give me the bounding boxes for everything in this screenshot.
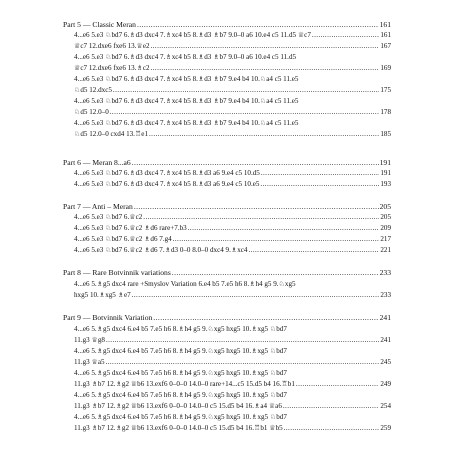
toc-entry-text: 4...e6 5.♗g5 dxc4 6.e4 b5 7.e5 h6 8.♗h4 g5 9.♘xg5 hxg5 10.♗xg5 ♘bd7 <box>74 347 287 355</box>
dot-leader <box>261 168 380 179</box>
toc-row <box>74 85 391 96</box>
toc-entry-text: 4...e6 5.♗g5 dxc4 6.e4 b5 7.e5 h6 8.♗h4 g5 9.♘xg5 hxg5 10.♗xg5 ♘bd7 <box>74 325 287 333</box>
toc-row <box>63 19 391 30</box>
toc-row <box>74 30 391 41</box>
toc-row <box>63 157 391 168</box>
toc-row <box>74 118 391 129</box>
dot-leader <box>284 423 380 434</box>
toc-row <box>63 201 391 212</box>
dot-leader <box>137 19 379 30</box>
toc-entry-text: 11.g3 ♗b7 12.♗g2 ♕b6 13.exf6 0–0–0 14.0–0 rare+14...c5 15.d5 b4 16.♖b1 <box>74 380 295 388</box>
toc-entry-text: 4...e6 5.e3 ♘bd7 6.♗d3 dxc4 7.♗xc4 b5 8.♗d3 ♗b7 9.e4 b4 10.♘a4 c5 11.e5 <box>74 119 299 127</box>
toc-row <box>74 74 391 85</box>
toc-entry-text: 4...e6 5.e3 ♘bd7 6.♗d3 dxc4 7.♗xc4 b5 8.♗d3 ♗b7 9.e4 b4 10.♘a4 c5 11.e5 <box>74 97 299 105</box>
toc-page-number: 193 <box>380 180 391 188</box>
toc-entry-text: Part 5 — Classic Meran <box>63 20 136 29</box>
toc-entry <box>74 412 391 423</box>
toc-entry <box>74 129 391 140</box>
toc-entry <box>74 357 391 368</box>
dot-leader <box>248 245 379 256</box>
toc-row <box>74 412 391 423</box>
toc-page-number: 233 <box>380 291 391 299</box>
toc-page-number: 241 <box>380 336 391 344</box>
toc-entry <box>74 290 391 301</box>
toc-entry <box>74 96 391 107</box>
dot-leader <box>113 85 379 96</box>
toc-page-number: 191 <box>380 169 391 177</box>
toc-page-number: 241 <box>379 313 391 322</box>
toc-part-heading <box>63 19 391 30</box>
toc-page-number: 221 <box>380 246 391 254</box>
dot-leader <box>153 312 378 323</box>
toc-entry-text: 4...e6 5.e3 ♘bd7 6.♕c2 <box>74 213 143 221</box>
toc-page-number: 161 <box>379 20 391 29</box>
toc-row <box>74 335 391 346</box>
toc-row <box>74 357 391 368</box>
toc-entry-text: 4...e6 5.♗g5 dxc4 6.e4 b5 7.e5 h6 8.♗h4 g5 9.♘xg5 hxg5 10.♗xg5 ♘bd7 <box>74 413 287 421</box>
toc-row <box>74 223 391 234</box>
toc-page-number: 209 <box>380 224 391 232</box>
toc-entry <box>74 390 391 401</box>
toc-page-number: 245 <box>380 358 391 366</box>
toc-page-number: 169 <box>380 64 391 72</box>
toc-entry-text: ♘d5 12.0–0 <box>74 108 109 116</box>
toc-page-number: 185 <box>380 130 391 138</box>
toc-page-number: 259 <box>380 424 391 432</box>
toc-entry <box>74 423 391 434</box>
toc-entry <box>74 63 391 74</box>
toc-entry-text: 4...e6 5.e3 ♘bd7 6.♗d3 dxc4 7.♗xc4 b5 8.♗d3 ♗b7 9.0–0 a6 10.e4 c5 11.d5 <box>74 53 297 61</box>
toc-entry-text: 4...e6 5.e3 ♘bd7 6.♗d3 dxc4 7.♗xc4 b5 8.♗d3 ♗b7 9.0–0 a6 10.e4 c5 11.d5 ♕c7 <box>74 31 311 39</box>
toc-entry <box>74 379 391 390</box>
dot-leader <box>312 30 379 41</box>
toc-entry-text: 11.g3 ♗b7 12.♗g2 ♕b6 13.exf6 0–0–0 14.0–0 c5 15.d5 b4 16.♗a4 ♕a6 <box>74 402 282 410</box>
toc-entry <box>74 234 391 245</box>
toc-entry <box>74 179 391 190</box>
toc-entry-text: ♕c7 12.dxe6 fxe6 13.♕e2 <box>74 42 150 50</box>
toc-page-number: 161 <box>380 31 391 39</box>
toc-entry-text: 4...e6 5.e3 ♘bd7 6.♕c2 ♗d6 rare+7.b3 <box>74 224 187 232</box>
dot-leader <box>283 401 379 412</box>
toc-entry <box>74 107 391 118</box>
toc-entry-text: 11.g3 ♕g8 <box>74 336 105 344</box>
toc-entry <box>74 118 391 129</box>
toc-row <box>63 312 391 323</box>
toc-entry <box>74 346 391 357</box>
toc-row <box>74 346 391 357</box>
toc-page-number: 249 <box>380 380 391 388</box>
dot-leader <box>188 223 380 234</box>
toc-row <box>74 96 391 107</box>
toc-entry-text: 11.g3 ♗b7 12.♗g2 ♕b6 13.exf6 0–0–0 14.0–0 c5 15.d5 b4 16.♖b1 ♕b5 <box>74 424 283 432</box>
toc-row <box>74 401 391 412</box>
toc-row <box>74 279 391 290</box>
toc-entry <box>74 52 391 63</box>
dot-leader <box>106 335 379 346</box>
toc-entry <box>74 368 391 379</box>
toc-page-number: 205 <box>380 213 391 221</box>
toc-page-number: 233 <box>379 268 391 277</box>
toc-entry-text: 4...e6 5.e3 ♘bd7 6.♗d3 dxc4 7.♗xc4 b5 8.♗d3 a6 9.e4 c5 10.d5 <box>74 169 260 177</box>
toc-entry <box>74 30 391 41</box>
toc-page-number: 175 <box>380 86 391 94</box>
toc-page-number: 254 <box>380 402 391 410</box>
toc-entry-text: ♕c7 12.dxe6 fxe6 13.♗c2 <box>74 64 150 72</box>
toc-page-number: 191 <box>379 158 391 167</box>
toc-part-heading <box>63 157 391 168</box>
dot-leader <box>151 63 380 74</box>
toc-entry <box>74 223 391 234</box>
toc-entry-text: 4...e6 5.e3 ♘bd7 6.♗d3 dxc4 7.♗xc4 b5 8.♗d3 a6 9.e4 c5 10.e5 <box>74 180 260 188</box>
toc-page-number: 167 <box>380 42 391 50</box>
toc-entry <box>74 74 391 85</box>
dot-leader <box>260 179 379 190</box>
dot-leader <box>151 41 380 52</box>
toc-entry-text: 4...e6 5.e3 ♘bd7 6.♕c2 ♗d6 7.g4 <box>74 235 172 243</box>
toc-page-number: 205 <box>379 202 391 211</box>
toc-row <box>74 234 391 245</box>
dot-leader <box>106 357 380 368</box>
toc-entry <box>74 168 391 179</box>
toc-entry <box>74 324 391 335</box>
toc-entry <box>74 335 391 346</box>
dot-leader <box>172 267 379 278</box>
toc-row <box>74 212 391 223</box>
toc-row <box>74 168 391 179</box>
toc-entry-text: hxg5 10.♗xg5 ♗e7 <box>74 291 131 299</box>
dot-leader <box>296 379 379 390</box>
toc-entry-text: 4...e6 5.♗g5 dxc4 6.e4 b5 7.e5 h6 8.♗h4 g5 9.♘xg5 hxg5 10.♗xg5 ♘bd7 <box>74 391 287 399</box>
toc-entry-text: 4...e6 5.♗g5 dxc4 6.e4 b5 7.e5 h6 8.♗h4 g5 9.♘xg5 hxg5 10.♗xg5 ♘bd7 <box>74 369 287 377</box>
toc-part-heading <box>63 201 391 212</box>
toc-entry-text: Part 7 — Anti – Meran <box>63 202 133 211</box>
dot-leader <box>132 157 379 168</box>
toc-row <box>74 52 391 63</box>
dot-leader <box>173 234 380 245</box>
toc-entry-text: Part 6 — Meran 8...a6 <box>63 158 131 167</box>
dot-leader <box>143 212 379 223</box>
toc-entry <box>74 212 391 223</box>
toc-entry-text: Part 8 — Rare Botvinnik variations <box>63 268 171 277</box>
toc-part-heading <box>63 312 391 323</box>
toc-entry <box>74 41 391 52</box>
toc-row <box>74 41 391 52</box>
toc-row <box>74 390 391 401</box>
toc-page-number: 178 <box>380 108 391 116</box>
toc-entry-text: 4...e6 5.e3 ♘bd7 6.♗d3 dxc4 7.♗xc4 b5 8.♗d3 ♗b7 9.e4 b4 10.♘a4 c5 11.e5 <box>74 75 299 83</box>
toc-entry-text: 4...e6 5.e3 ♘bd7 6.♕c2 ♗d6 7.♗d3 0–0 8.0–0 dxc4 9.♗xc4 <box>74 246 248 254</box>
toc-row <box>74 129 391 140</box>
dot-leader <box>149 129 379 140</box>
toc-row <box>74 107 391 118</box>
toc-row <box>63 267 391 278</box>
toc-page-number: 217 <box>380 235 391 243</box>
toc-entry-text: 4...e6 5.♗g5 dxc4 rare +Smyslov Variation 6.e4 b5 7.e5 h6 8.♗h4 g5 9.♘xg5 <box>74 280 296 288</box>
dot-leader <box>110 107 380 118</box>
toc-row <box>74 324 391 335</box>
dot-leader <box>134 201 379 212</box>
toc-row <box>74 379 391 390</box>
toc-entry <box>74 85 391 96</box>
toc-entry-text: 11.g3 ♕a5 <box>74 358 105 366</box>
toc-row <box>74 290 391 301</box>
toc-row <box>74 179 391 190</box>
toc-row <box>74 368 391 379</box>
toc-entry-text: ♘d5 12.dxc5 <box>74 86 112 94</box>
toc-part-heading <box>63 267 391 278</box>
toc-entry <box>74 401 391 412</box>
toc-entry-text: Part 9 — Botvinnik Variation <box>63 313 153 322</box>
toc-entry <box>74 279 391 290</box>
toc-entry <box>74 245 391 256</box>
toc-row <box>74 63 391 74</box>
dot-leader <box>132 290 380 301</box>
toc-row <box>74 423 391 434</box>
toc-row <box>74 245 391 256</box>
toc-entry-text: ♘d5 12.0–0 cxd4 13.♖e1 <box>74 130 148 138</box>
